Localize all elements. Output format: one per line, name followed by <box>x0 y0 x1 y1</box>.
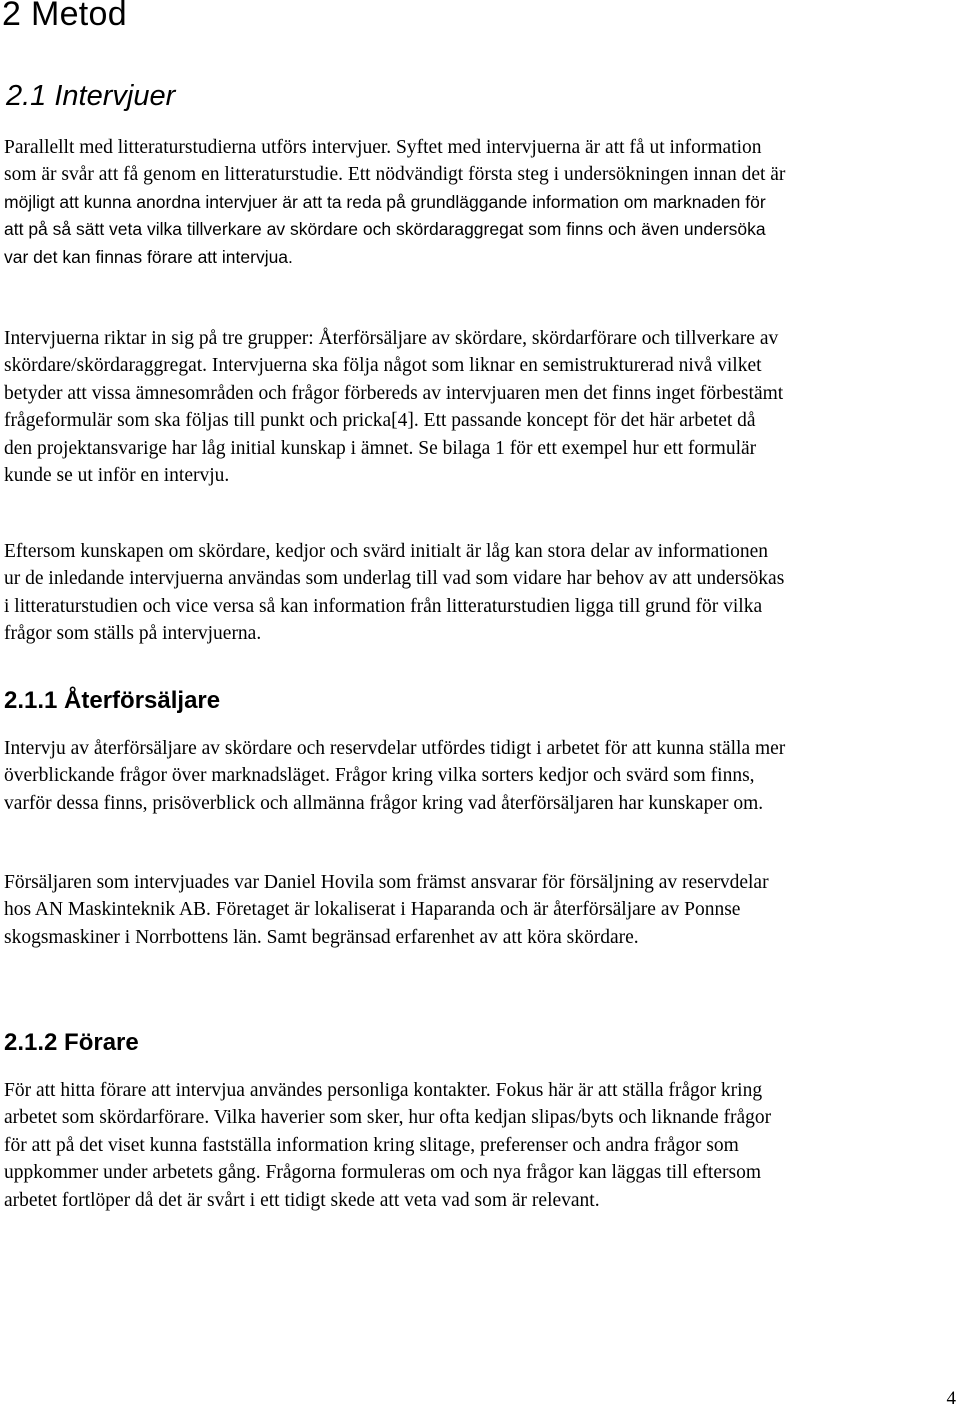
subsection-heading-aterforsaljare: 2.1.1 Återförsäljare <box>4 687 221 714</box>
paragraph-line: uppkommer under arbetets gång. Frågorna formuleras om och nya frågor kan läggas till eftersom <box>4 1162 762 1184</box>
paragraph-line: som är svår att få genom en litteraturstudie. Ett nödvändigt första steg i undersökningen innan det är <box>4 164 786 186</box>
paragraph-intervjuer-kunskap <box>4 538 958 648</box>
paragraph-line: hos AN Maskinteknik AB. Företaget är lokaliserat i Haparanda och är återförsäljare av Ponnse <box>4 899 741 921</box>
paragraph-line: överblickande frågor över marknadsläget. Frågor kring vilka sorters kedjor och svärd som finns, <box>4 765 755 787</box>
paragraph-line: kunde se ut inför en intervju. <box>4 465 230 487</box>
paragraph-line: möjligt att kunna anordna intervjuer är att ta reda på grundläggande information om marknaden för <box>4 191 766 212</box>
paragraph-line: Eftersom kunskapen om skördare, kedjor och svärd initialt är låg kan stora delar av informationen <box>4 541 769 562</box>
paragraph-forare <box>4 1077 958 1214</box>
paragraph-aterforsaljare-saljare <box>4 869 958 951</box>
paragraph-intervjuer-grupper <box>4 325 958 489</box>
paragraph-line: frågor som ställs på intervjuerna. <box>4 623 262 645</box>
section-heading-intervjuer: 2.1 Intervjuer <box>6 80 176 112</box>
paragraph-line: att på så sätt veta vilka tillverkare av skördare och skördaraggregat som finns och även undersöka <box>4 219 766 240</box>
paragraph-line: Intervjuerna riktar in sig på tre grupper: Återförsäljare av skördare, skördarförare och tillverkare av <box>4 328 779 349</box>
paragraph-aterforsaljare-intervju <box>4 735 958 817</box>
paragraph-line: var det kan finnas förare att intervjua. <box>4 246 293 267</box>
paragraph-line: Intervju av återförsäljare av skördare och reservdelar utfördes tidigt i arbetet för att kunna ställa mer <box>4 738 786 759</box>
paragraph-line: skördare/skördaraggregat. Intervjuerna ska följa något som liknar en semistrukturerad nivå vilket <box>4 355 762 377</box>
page-number: 4 <box>946 1388 956 1409</box>
chapter-heading: 2 Metod <box>2 0 127 33</box>
paragraph-line: För att hitta förare att intervjua användes personliga kontakter. Fokus här är att ställa frågor kring <box>4 1080 763 1101</box>
paragraph-line: Försäljaren som intervjuades var Daniel Hovila som främst ansvarar för försäljning av reservdelar <box>4 872 769 893</box>
paragraph-line: för att på det viset kunna fastställa information kring slitage, preferenser och andra frågor som <box>4 1134 739 1156</box>
paragraph-line: ur de inledande intervjuerna användas som underlag till vad som vidare har behov av att undersökas <box>4 568 785 590</box>
paragraph-line: frågeformulär som ska följas till punkt och pricka[4]. Ett passande koncept för det här arbetet då <box>4 410 756 432</box>
paragraph-line: varför dessa finns, prisöverblick och allmänna frågor kring vad återförsäljaren har kunskaper om. <box>4 792 764 814</box>
paragraph-line: arbetet som skördarförare. Vilka haverier som sker, hur ofta kedjan slipas/byts och liknande frågor <box>4 1107 772 1129</box>
paragraph-line: Parallellt med litteraturstudierna utförs intervjuer. Syftet med intervjuerna är att få ut information <box>4 137 762 158</box>
paragraph-line: den projektansvarige har låg initial kunskap i ämnet. Se bilaga 1 för ett exempel hur ett formulär <box>4 437 757 459</box>
subsection-heading-forare: 2.1.2 Förare <box>4 1029 139 1056</box>
paragraph-intervjuer-intro <box>4 134 958 271</box>
paragraph-line: betyder att vissa ämnesområden och frågor förbereds av intervjuaren men det finns inget förbestämt <box>4 382 784 404</box>
paragraph-line: skogsmaskiner i Norrbottens län. Samt begränsad erfarenhet av att köra skördare. <box>4 926 639 948</box>
paragraph-line: arbetet fortlöper då det är svårt i ett tidigt skede att veta vad som är relevant. <box>4 1189 600 1211</box>
paragraph-line: i litteraturstudien och vice versa så kan information från litteraturstudien ligga till grund för vilka <box>4 595 763 617</box>
